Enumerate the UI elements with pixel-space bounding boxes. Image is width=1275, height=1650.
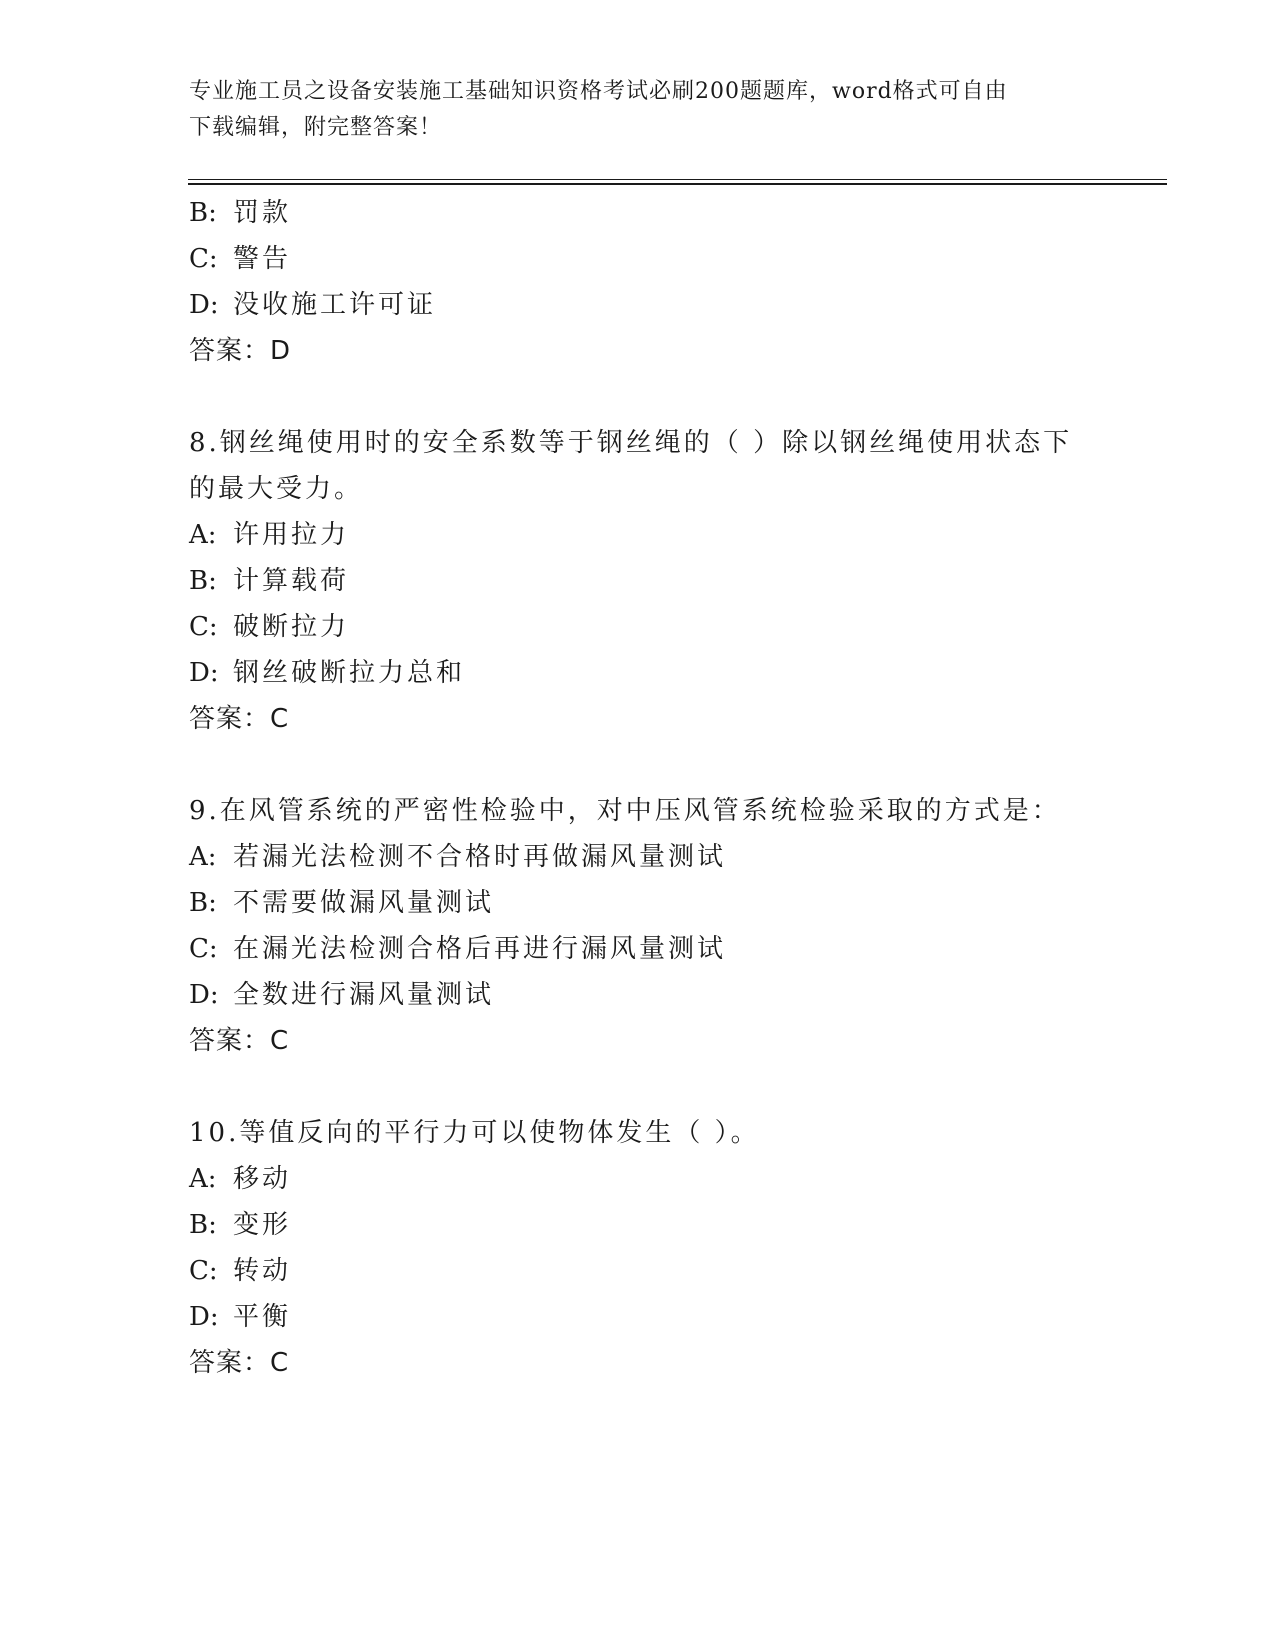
option-key: B: [189,1210,217,1240]
option-b [189,558,1089,604]
option-b [189,190,1089,236]
question-stem-continued: 的最大受力。 [189,474,364,504]
option-d [189,1294,1089,1340]
question-stem: 8.钢丝绳使用时的安全系数等于钢丝绳的（ ）除以钢丝绳使用状态下 [189,428,1073,458]
option-key: B: [189,888,217,918]
option-key: C: [189,244,218,274]
option-text: 破断拉力 [233,612,350,642]
option-key: A: [189,520,217,550]
option-a [189,1156,1089,1202]
option-text: 不需要做漏风量测试 [233,888,495,918]
option-key: D: [189,980,219,1010]
question-list [189,190,1089,1386]
option-key: A: [189,842,217,872]
answer-line: 答案：C [189,1026,290,1056]
option-c [189,1248,1089,1294]
option-text: 在漏光法检测合格后再进行漏风量测试 [233,934,727,964]
option-d [189,972,1089,1018]
question-block-8 [189,420,1089,742]
option-d [189,282,1089,328]
question-block-7-tail [189,190,1089,374]
option-text: 警告 [233,244,292,274]
answer-line: 答案：C [189,1348,290,1378]
option-c [189,604,1089,650]
option-text: 没收施工许可证 [233,290,437,320]
question-block-9 [189,788,1089,1064]
option-text: 钢丝破断拉力总和 [233,658,466,688]
option-key: C: [189,934,218,964]
option-key: C: [189,1256,218,1286]
document-header [189,74,1089,146]
option-b [189,880,1089,926]
option-text: 许用拉力 [233,520,350,550]
option-key: C: [189,612,218,642]
option-text: 全数进行漏风量测试 [233,980,495,1010]
option-d [189,650,1089,696]
option-text: 若漏光法检测不合格时再做漏风量测试 [233,842,727,872]
header-divider-thick [188,183,1167,185]
option-text: 移动 [233,1164,292,1194]
option-c [189,926,1089,972]
option-key: B: [189,566,217,596]
option-a [189,512,1089,558]
option-text: 变形 [233,1210,292,1240]
option-key: D: [189,1302,219,1332]
option-text: 平衡 [233,1302,292,1332]
answer-line: 答案：C [189,704,290,734]
header-line-2: 下载编辑，附完整答案！ [189,115,443,140]
header-line-1: 专业施工员之设备安装施工基础知识资格考试必刷200题题库，word格式可自由 [189,79,1008,104]
option-text: 罚款 [233,198,292,228]
option-text: 转动 [233,1256,292,1286]
option-c [189,236,1089,282]
answer-line: 答案：D [189,336,292,366]
option-key: D: [189,658,219,688]
option-b [189,1202,1089,1248]
question-stem: 9.在风管系统的严密性检验中，对中压风管系统检验采取的方式是： [189,796,1061,826]
option-key: A: [189,1164,217,1194]
option-a [189,834,1089,880]
option-key: D: [189,290,219,320]
question-block-10 [189,1110,1089,1386]
header-divider-thin [188,179,1167,180]
question-stem: 10.等值反向的平行力可以使物体发生（ ）。 [189,1118,760,1148]
option-text: 计算载荷 [233,566,350,596]
option-key: B: [189,198,217,228]
